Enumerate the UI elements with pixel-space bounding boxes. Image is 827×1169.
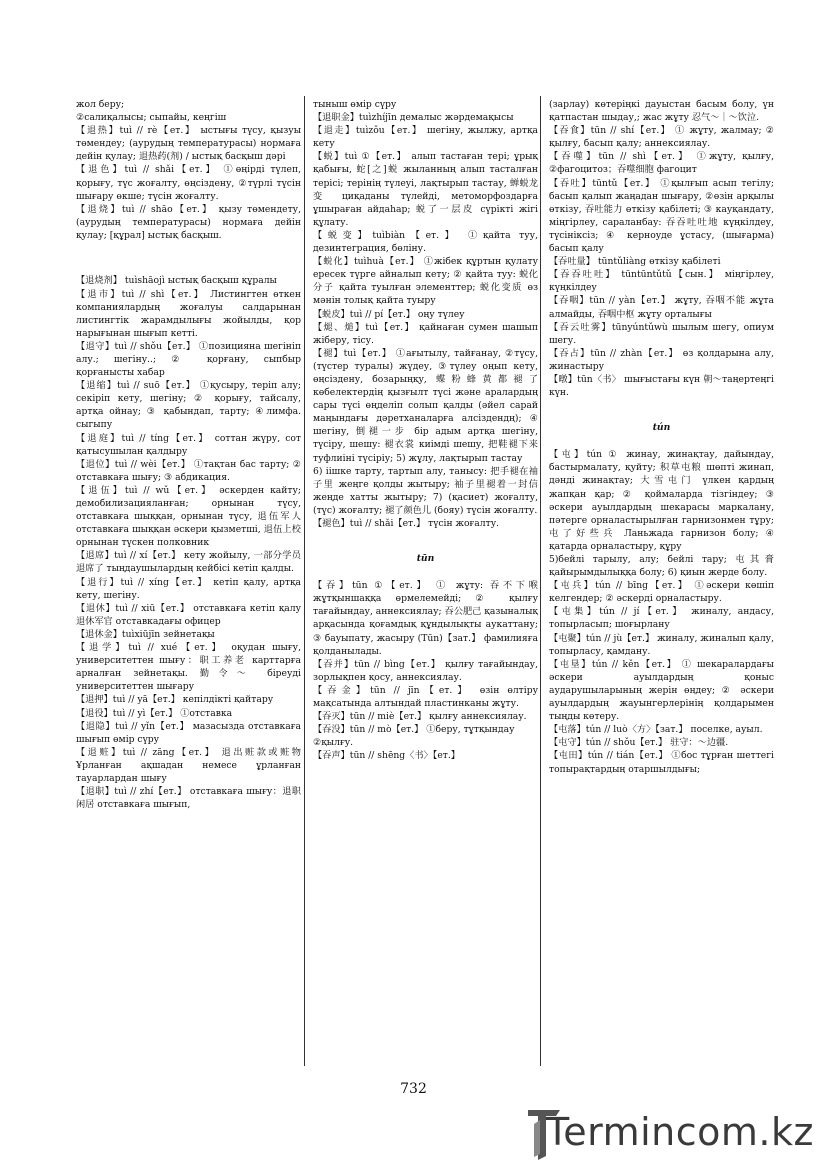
dictionary-entry: 【退伍】tuì // wǔ【ет.】 әскерден кайту; демобилизацияланған; орнынан түсу, отставкаға шыққан, орнынан түсу, 退伍军人 отставкаға шыққан әскери қызметші, 退伍上校 орнынан түскен полковник [76, 484, 301, 549]
section-heading: tūn [416, 553, 435, 565]
column-right [549, 98, 774, 776]
dictionary-entry: 【退位】tuì // wèi【ет.】 ①тақтан бас тарту; ② отставкаға шығу; ③ абдикация. [76, 458, 301, 483]
dictionary-entry: 【屯守】tún // shǒu【ет.】 驻守：～边疆. [549, 737, 729, 749]
dictionary-entry: 【退押】tuì // yā【ет.】 кепілдікті қайтару [76, 694, 274, 706]
dictionary-entry: 【退热】tuì // rè【ет.】 ыстығы түсу, қызуы төмендеу; (аурудың температурасы) нормаға дейін қулау; 退热药(剂) / ыстық басқыш дәрі [76, 125, 301, 163]
dictionary-entry: 【退市】tuì // shì【ет.】 Листингтен өткен компаниялардың жоғалуы салдарынан листингтік жарамдылығы жойылды, қор нарығынан шығып кетті. [76, 288, 301, 339]
dictionary-entry: 【退学】tuì // xué【ет.】 оқудан шығу, университеттен шығу：职工养老 карттарға арналған зейнетақы. 勤令～ біреуді университеттен шығару [76, 642, 301, 693]
dictionary-entry: 【退烧】tuì // shāo【ет.】 қызу төмендету, (аурудың температурасы) нормаға дейін қулау; [құрал] ыстық басқыш. [76, 203, 301, 241]
dictionary-entry: 【蜕皮】tuì // pí【ет.】 оңу түлеу [313, 308, 465, 320]
dictionary-entry: 【褪】tuì【ет.】 ①ағытылу, тайғанау, ②түсу, (түстер туралы) жүдеу, ③түлеу оңып кету, өңсіздену, бозарыңқу, 蝶粉蜂黄都褪了 көбелектердің қызғылт түсі және аралардың сары түсі өңделіп солып қалды (әйел сарай маңындағы дәретханаларға алсіздендң); ④ шегіну, 倒褪一步 бір адым артқа шегіну, түсіру, шешу: 褪衣裳 киімді шешу, 把鞋褪下来 туфлиіні түсіріу; 5) жұлу, лақтырып тастау [313, 347, 538, 464]
dictionary-entry: 【蜕化】tuìhuà【ет.】 ①жібек құртын қулату ересек түрге айналып кету; ② қайта туу: 蜕化分子 қайта туылған элементтер; 蜕化变质 өз мәнін толық қайта туыру [313, 256, 538, 307]
dictionary-entry: 【吞吐量】 tūntǔliàng өткізу қабілеті [549, 256, 721, 268]
dictionary-entry: 【屯落】tún // luò〈方〉【зат.】 поселке, ауыл. [549, 724, 763, 736]
dictionary-entry: 【退休】tuì // xiū【ет.】 отставкаға кетіп қалу 退休军官 отставкадағы офицер [76, 602, 301, 627]
dictionary-entry: 【屯聚】tún // jù【ет.】 жиналу, жиналып қалу, топырласу, қамдану. [549, 632, 774, 657]
dictionary-entry: 【吞金】tūn // jīn【ет.】 өзін өлтіру мақсатында алтындай пластинканы жұту. [313, 684, 538, 710]
column-left [76, 98, 301, 811]
dictionary-entry: 【退隐】tuì // yǐn【ет.】 мазасызда отставкаға шығып өмір сүру [76, 720, 301, 745]
dictionary-entry: 【退庭】tuì // tíng【ет.】 соттан жүру, сот қатысушылан қалдыру [76, 432, 301, 457]
dictionary-entry: 【吞没】tūn // mò【ет.】 ①беру, тұтқындау [313, 724, 515, 736]
dictionary-entry: 【屯田】tún // tián【ет.】 ①бос тұрған шеттегі топырақтардың отаршылдығы; [549, 750, 774, 775]
dictionary-entry: тыныш өмір сүру [313, 99, 397, 110]
dictionary-entry: ②қылғу. [313, 737, 354, 749]
dictionary-entry: жол беру; [76, 99, 125, 110]
dictionary-entry: ②салиқалысы; сыпайы, кеңгіш [76, 112, 227, 124]
dictionary-entry: 【屯兵】tún // bīng【ет.】 ①әскери көшіп келгендер; ② әскерді орналастыру. [549, 580, 774, 605]
page-number: 732 [400, 1081, 427, 1097]
dictionary-entry: 【煺、㷟】tuì【ет.】 қайнаған сумен шашып жіберу, тісу. [313, 321, 538, 346]
dictionary-entry: 【退缩】tuì // suō【ет.】 ①қусыру, теріп алу; секіріп кету, шегіну; ② қорығу, тайсалу, артқа ойнау; ③ қабындап, тарту; ④лимфа. сыгыпу [76, 380, 301, 431]
dictionary-entry: 【退守】tuì // shǒu【ет.】 ①позицияна шегініп алу.; шегіну..; ② қорғану, сыпбыр қорғанысты хабар [76, 340, 301, 379]
column-divider [304, 96, 305, 1066]
dictionary-entry: 【屯】tún ① жинау, жинақтау, дайындау, бастырмалату, қуйту; 积草屯粮 шөпті жинап, дәнді жинақтау; 大雪屯门 үлкен қардың жапқан қар; ② қоймаларда тізгіндеу; ③ әскери ауылдардың шекарасы маркалану, пәтерге орналастырылған гарнизонмен тұру; 屯了好些兵 Ланьжада гарнизон болу; ④ қатарда орналастыру, құру [549, 449, 774, 552]
dictionary-entry: 【退席】tuì // xí【ет.】 кету жойылу, 一部分学员退席了 тыңдаушылардың кейбісі кетіп қалды. [76, 550, 301, 575]
dictionary-entry: 【退赃】tuì // zāng【ет.】 退出赃款或赃物 Ұрланған ақшадан немесе ұрланған тауарлардан шығу [76, 746, 301, 784]
dictionary-entry: 【吞吐】tūntǔ【ет.】 ①қылғып асып тегілу; басып қалып жаңадан шығару, ②өзін арқылы өткізу, 吞吐能力 өткізу қабілеті; ③ кауқандату, міңгірлеу, сараланбау: 吞吞吐吐地 күңкілдеу, түсініксіз; ④ керноуде ұстасу, (шығарма) басып қалу [549, 177, 774, 255]
dictionary-entry: 【退职金】tuìzhíjīn демалыс жәрдемақысы [313, 112, 514, 124]
dictionary-entry: 【退烧剂】 tuìshāojì ыстық басқыш құралы [76, 275, 277, 287]
termincom-logo[interactable] [524, 1104, 816, 1162]
dictionary-entry: 【吞并】tūn // bìng【ет.】 қылғу тағайындау, зорлықпен қосу, аннексиялау. [313, 658, 538, 683]
dictionary-entry: 【吞占】tūn // zhàn【ет.】 өз қолдарына алу, жинастыру [549, 347, 774, 372]
dictionary-entry: 【暾】tūn〈书〉 шығыстағы күн 朝～таңертеңгі күн. [549, 373, 774, 399]
dictionary-entry: 【退职】tuì // zhí【ет.】 отставкаға шығу：退职闲居 отставкаға шығып, [76, 786, 301, 811]
dictionary-entry: 【退色】tuì // shǎi【ет.】 ①өңірді түлеп, қорығу, түс жоғалту, өңсіздену, ②түрлі түсін шығару өкше; түсін жоғалту. [76, 164, 301, 202]
dictionary-entry: (зарлау) көтеріңкі дауыстан басым болу, үн қатпастан шыдау,; жас жұту 忍气～｜～饮泣. [549, 99, 774, 124]
dictionary-entry: 【退行】tuì // xíng【ет.】 кетіп қалу, артқа кету, шегіну. [76, 576, 301, 601]
dictionary-entry: 【吞咽】tūn // yàn【ет.】 жұту, 吞咽不能 жұта алмайды, 吞咽中枢 жұту орталығы [549, 295, 774, 320]
dictionary-entry: 【吞食】tūn // shí【ет.】 ① жұту, жалмау; ② қылғу, басып қалу; аннексиялау. [549, 125, 774, 150]
dictionary-entry: 【屯垦】tún // kěn【ет.】 ① шекаралардағы әскери ауылдардың қоныс аударушыларының жерін өңдеу; ② әскери ауылдардың жауынгерлерінің қолдарымен тыңды көтеру. [549, 658, 774, 723]
section-heading: tún [652, 422, 671, 434]
dictionary-entry: 【退役】tuì // yì【ет.】 ①отставка [76, 707, 233, 719]
column-divider [540, 96, 541, 1066]
dictionary-entry: 6) іішке тарту, тартып алу, танысу: 把手褪在袖子里 жеңге қолды жытыру; 袖子里褪着一封信 жеңде хатты жытыру; 7) (қасиет) жоғалту, (түс) жоғалту; 褪了颜色儿 (бояу) түсін жоғалту. [313, 465, 538, 516]
dictionary-entry: 【屯集】tún // jí【ет.】 жиналу, андасу, топырласып; шоғырлану [549, 606, 774, 631]
dictionary-entry: 【吞】tūn ①【ет.】 ① жұту: 吞不下喉 жұтқыншаққа өрмелемейді; ② қылғу тағайындау, аннексиялау; 吞公肥己 қазыналық арқасында қоғамдық құндылықты аукаттану; ③ бауыпату, жасыру (Tūn)【зат.】 фамилияға қолданылады. [313, 580, 538, 657]
dictionary-entry: 【吞噬】tūn // shì【ет.】 ①жұту, қылғу, ②фагоцитоз；吞噬细胞 фагоцит [549, 151, 774, 176]
spacer [76, 251, 301, 265]
dictionary-entry: 【褪色】tuì // shǎi【ет.】 түсін жоғалту. [313, 518, 500, 529]
dictionary-entry: 【蜕变】tuìbiàn【ет.】 ①қайта туу, дезинтеграция, бөліну. [313, 229, 538, 255]
dictionary-entry: 【蜕】tuì ①【ет.】 алып тастаған тері; ұрық қабығы, 蛇[之]蜕 жыланның алып тасталған терісі; терінің түлеуі, лақтырып тастау, 蝉蜕龙变 циқаданы түлейді, метоморфоздарға ұшыраған айдаһар; 蜕了一层皮 сүрікті жігі құлату. [313, 151, 538, 228]
dictionary-entry: 【吞云吐雾】tūnyúntǔwù шылым шегу, опиум шегу. [549, 321, 774, 346]
column-middle [313, 98, 538, 763]
dictionary-entry: 5)бейлі тарылу, алу; бейлі тару; 屯其膏 қайырымдылыққа болу; 6) қиын жерде болу. [549, 554, 774, 579]
dictionary-entry: 【退走】tuìzǒu【ет.】 шегіну, жылжу, артқа кету [313, 125, 538, 150]
dictionary-entry: 【退休金】tuìxiūjīn зейнетақы [76, 628, 215, 640]
logo-text: Termincom.kz [546, 1110, 814, 1154]
dictionary-entry: 【吞吞吐吐】 tūntūntǔtǔ【сын.】 міңгірлеу, күңкілдеу [549, 269, 774, 294]
dictionary-entry: 【吞声】tūn // shēng〈书〉【ет.】 [313, 750, 460, 762]
dictionary-entry: 【吞灭】tūn // miè【ет.】 қылғу аннексиялау. [313, 711, 527, 723]
